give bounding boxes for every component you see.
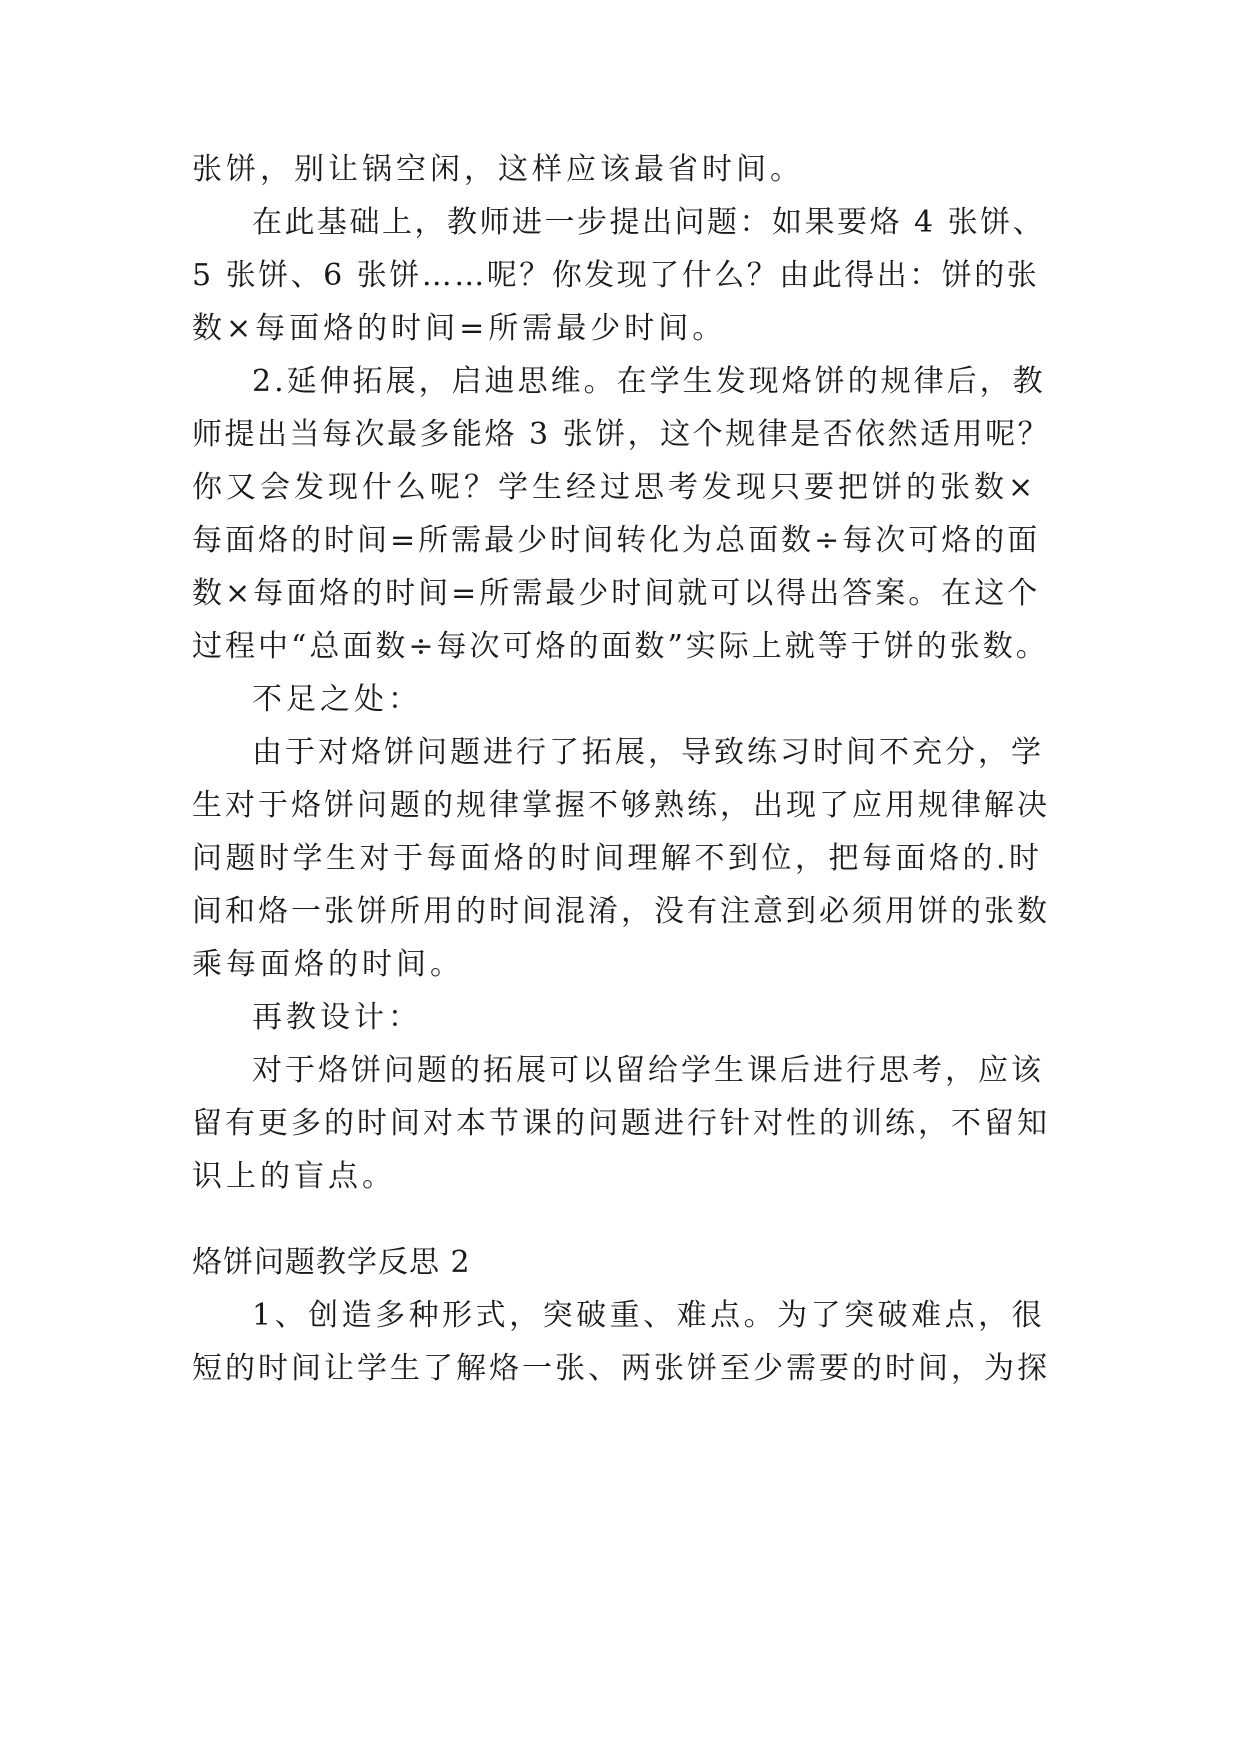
paragraph-line: 在此基础上，教师进一步提出问题：如果要烙 4 张饼、 bbox=[252, 205, 1046, 240]
paragraph-line: 留有更多的时间对本节课的问题进行针对性的训练，不留知 bbox=[192, 1106, 1050, 1141]
paragraph-line: 数×每面烙的时间=所需最少时间。 bbox=[192, 311, 727, 346]
paragraph-line: 每面烙的时间=所需最少时间转化为总面数÷每次可烙的面 bbox=[192, 523, 1041, 558]
paragraph-line: 对于烙饼问题的拓展可以留给学生课后进行思考，应该 bbox=[252, 1053, 1044, 1088]
paragraph-line: 由于对烙饼问题进行了拓展，导致练习时间不充分，学 bbox=[252, 735, 1044, 770]
section-heading: 烙饼问题教学反思 2 bbox=[192, 1245, 471, 1280]
paragraph-line: 你又会发现什么呢？学生经过思考发现只要把饼的张数× bbox=[192, 470, 1038, 505]
paragraph-line: 过程中“总面数÷每次可烙的面数”实际上就等于饼的张数。 bbox=[192, 629, 1049, 664]
section-label: 再教设计： bbox=[252, 1000, 422, 1035]
paragraph-line: 1、创造多种形式，突破重、难点。为了突破难点，很 bbox=[252, 1298, 1046, 1333]
paragraph-line: 乘每面烙的时间。 bbox=[192, 947, 464, 982]
paragraph-line: 短的时间让学生了解烙一张、两张饼至少需要的时间，为探 bbox=[192, 1351, 1050, 1386]
paragraph-line: 数×每面烙的时间=所需最少时间就可以得出答案。在这个 bbox=[192, 576, 1041, 611]
paragraph-line: 5 张饼、6 张饼……呢？你发现了什么？由此得出：饼的张 bbox=[192, 258, 1040, 293]
paragraph-line: 2.延伸拓展，启迪思维。在学生发现烙饼的规律后，教 bbox=[252, 364, 1046, 399]
paragraph-line: 识上的盲点。 bbox=[192, 1159, 396, 1194]
paragraph-line: 问题时学生对于每面烙的时间理解不到位，把每面烙的.时 bbox=[192, 841, 1043, 876]
paragraph-line: 生对于烙饼问题的规律掌握不够熟练，出现了应用规律解决 bbox=[192, 788, 1050, 823]
section-label: 不足之处： bbox=[252, 682, 422, 717]
paragraph-line: 间和烙一张饼所用的时间混淆，没有注意到必须用饼的张数 bbox=[192, 894, 1050, 929]
paragraph-line: 张饼，别让锅空闲，这样应该最省时间。 bbox=[192, 152, 804, 187]
paragraph-line: 师提出当每次最多能烙 3 张饼，这个规律是否依然适用呢？ bbox=[192, 417, 1051, 452]
